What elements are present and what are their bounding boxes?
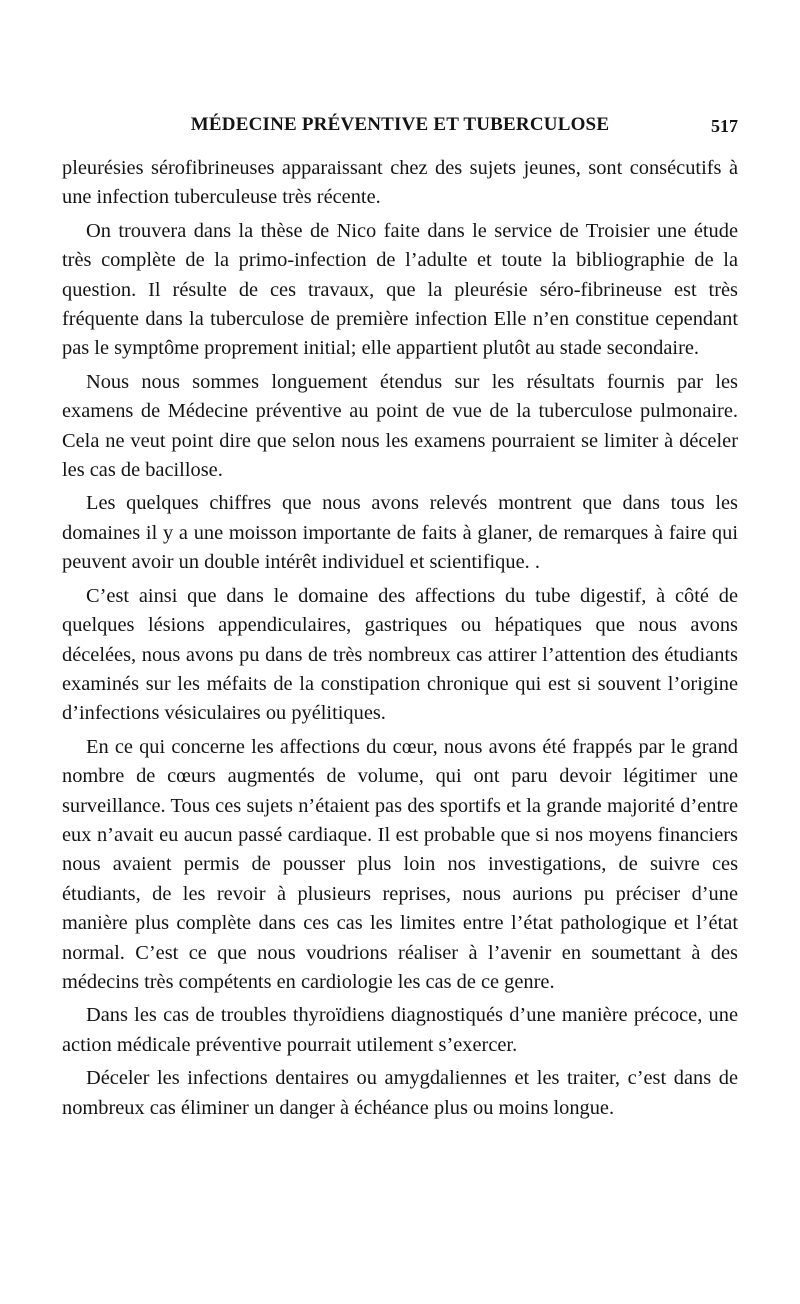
paragraph-continued: pleurésies sérofibrineuses apparaissant chez des sujets jeunes, sont consécutifs à une infection tuberculeuse très récente. <box>62 157 738 209</box>
paragraph: Déceler les infections dentaires ou amygdaliennes et les traiter, c’est dans de nombreux cas éliminer un danger à échéance plus ou moins longue. <box>62 1067 738 1119</box>
paragraph: C’est ainsi que dans le domaine des affections du tube digestif, à côté de quelques lésions appendiculaires, gastriques ou hépatiques que nous avons décelées, nous avons pu dans de très nombreux cas attirer l’attention des étudiants examinés sur les méfaits de la constipation chronique qui est si souvent l’origine d’infections vésiculaires ou pyélitiques. <box>62 584 738 725</box>
paragraph: On trouvera dans la thèse de Nico faite dans le service de Troisier une étude très complète de la primo-infection de l’adulte et toute la bibliographie de la question. Il résulte de ces travaux, que la pleurésie séro-fibrineuse est très fréquente dans la tuberculose de première infection Elle n’en constitue cependant pas le symptôme proprement initial; elle appartient plutôt au stade secondaire. <box>62 219 738 360</box>
page-number: 517 <box>711 116 738 136</box>
paragraph: En ce qui concerne les affections du cœur, nous avons été frappés par le grand nombre de cœurs augmentés de volume, qui ont paru devoir légitimer une surveillance. Tous ces sujets n’étaient pas des sportifs et la grande majorité d’entre eux n’avait eu aucun passé cardiaque. Il est probable que si nos moyens financiers nous avaient permis de pousser plus loin nos investigations, de suivre ces étudiants, de les revoir à plusieurs reprises, nous aurions pu préciser d’une manière plus complète dans ces cas les limites entre l’état pathologique et l’état normal. C’est ce que nous voudrions réaliser à l’avenir en soumettant à des médecins très compétents en cardiologie les cas de ce genre. <box>62 735 738 993</box>
body-text <box>62 154 738 1123</box>
book-page <box>62 112 738 1127</box>
running-header <box>62 112 738 142</box>
paragraph: Dans les cas de troubles thyroïdiens diagnostiqués d’une manière précoce, une action médicale préventive pourrait utilement s’exercer. <box>62 1004 738 1056</box>
paragraph: Nous nous sommes longuement étendus sur les résultats fournis par les examens de Médecine préventive au point de vue de la tuberculose pulmonaire. Cela ne veut point dire que selon nous les examens pourraient se limiter à déceler les cas de bacillose. <box>62 370 738 482</box>
paragraph: Les quelques chiffres que nous avons relevés montrent que dans tous les domaines il y a une moisson importante de faits à glaner, de remarques à faire qui peuvent avoir un double intérêt individuel et scientifique. . <box>62 492 738 574</box>
running-title: MÉDECINE PRÉVENTIVE ET TUBERCULOSE <box>190 114 610 135</box>
